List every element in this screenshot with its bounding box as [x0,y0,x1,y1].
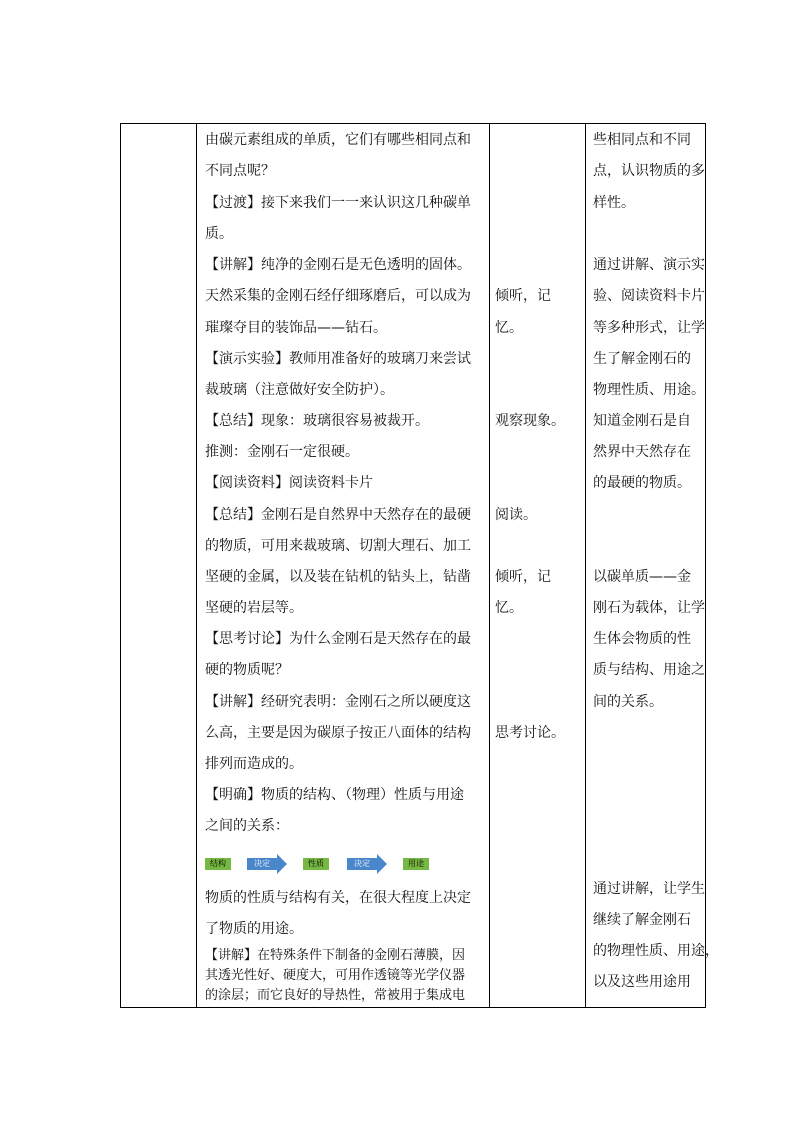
flow-arrow [247,854,287,874]
design-intent: 生体会物质的性 [593,631,691,647]
text-line: 其透光性好、硬度大，可用作透镜等光学仪器 [205,968,466,983]
flow-box-structure: 结构 [205,858,231,870]
lesson-table [120,123,719,1008]
design-intent: 然界中天然存在 [593,444,691,460]
flow-box-use: 用途 [403,858,429,870]
text-line: 【阅读资料】阅读资料卡片 [205,475,373,491]
flow-arrow-label: 决定 [347,858,377,870]
text-line: 【演示实验】教师用准备好的玻璃刀来尝试 [205,351,471,367]
design-intent: 通过讲解、演示实 [593,257,705,273]
text-line: 的物质，可用来裁玻璃、切割大理石、加工 [205,538,471,554]
design-intent: 通过讲解，让学生 [593,881,705,897]
text-line: 的涂层；而它良好的导热性，常被用于集成电 [205,988,466,1003]
text-line: 推测：金刚石一定很硬。 [205,444,359,460]
student-activity: 倾听，记 [495,569,551,585]
text-line: 了物质的用途。 [205,921,303,937]
design-intent: 等多种形式，让学 [593,320,705,336]
text-line: 之间的关系： [205,818,289,834]
design-intent: 继续了解金刚石 [593,912,691,928]
text-line: 质。 [205,226,233,242]
design-intent: 些相同点和不同 [593,132,691,148]
flow-arrow [347,854,387,874]
design-intent: 以及这些用途用 [593,974,691,990]
text-line: 璀璨夺目的装饰品——钻石。 [205,320,387,336]
text-line: 天然采集的金刚石经仔细琢磨后，可以成为 [205,288,471,304]
text-line: 【总结】金刚石是自然界中天然存在的最硬 [205,507,471,523]
student-activity: 忆。 [495,320,523,336]
flow-box-property: 性质 [303,858,329,870]
design-intent: 物理性质、用途。 [593,382,705,398]
column-divider [196,124,197,1007]
text-line: 【过渡】接下来我们一一来认识这几种碳单 [205,195,471,211]
design-intent: 验、阅读资料卡片 [593,288,705,304]
arrow-right-icon [277,854,287,874]
flow-arrow-label: 决定 [247,858,277,870]
design-intent: 生了解金刚石的 [593,351,691,367]
student-activity: 思考讨论。 [495,725,565,741]
text-line: 【总结】现象：玻璃很容易被裁开。 [205,413,429,429]
column-divider [585,124,586,1007]
design-intent: 质与结构、用途之 [593,662,705,678]
student-activity: 倾听，记 [495,288,551,304]
design-intent: 间的关系。 [593,694,663,710]
text-line: 【讲解】在特殊条件下制备的金刚石薄膜，因 [205,948,466,963]
text-line: 【思考讨论】为什么金刚石是天然存在的最 [205,631,471,647]
text-line: 【讲解】经研究表明：金刚石之所以硬度这 [205,694,471,710]
text-line: 不同点呢？ [205,163,275,179]
text-line: 硬的物质呢？ [205,662,289,678]
student-activity: 阅读。 [495,507,537,523]
design-intent: 样性。 [593,195,635,211]
text-line: 坚硬的金属，以及装在钻机的钻头上，钻凿 [205,569,471,585]
design-intent: 的最硬的物质。 [593,475,691,491]
arrow-right-icon [377,854,387,874]
text-line: 么高，主要是因为碳原子按正八面体的结构 [205,725,471,741]
design-intent: 以碳单质——金 [593,569,691,585]
design-intent: 刚石为载体，让学 [593,600,705,616]
text-line: 裁玻璃（注意做好安全防护）。 [205,382,394,398]
text-line: 【明确】物质的结构、（物理）性质与用途 [205,787,464,803]
text-line: 排列而造成的。 [205,756,303,772]
design-intent: 知道金刚石是自 [593,413,691,429]
text-line: 坚硬的岩层等。 [205,600,303,616]
relationship-flow [205,854,445,874]
text-line: 物质的性质与结构有关，在很大程度上决定 [205,890,471,906]
design-intent: 的物理性质、用途， [593,943,719,959]
design-intent: 点，认识物质的多 [593,163,705,179]
student-activity: 观察现象。 [495,413,565,429]
student-activity: 忆。 [495,600,523,616]
text-line: 【讲解】纯净的金刚石是无色透明的固体。 [205,257,471,273]
column-divider [489,124,490,1007]
text-line: 由碳元素组成的单质，它们有哪些相同点和 [205,132,471,148]
